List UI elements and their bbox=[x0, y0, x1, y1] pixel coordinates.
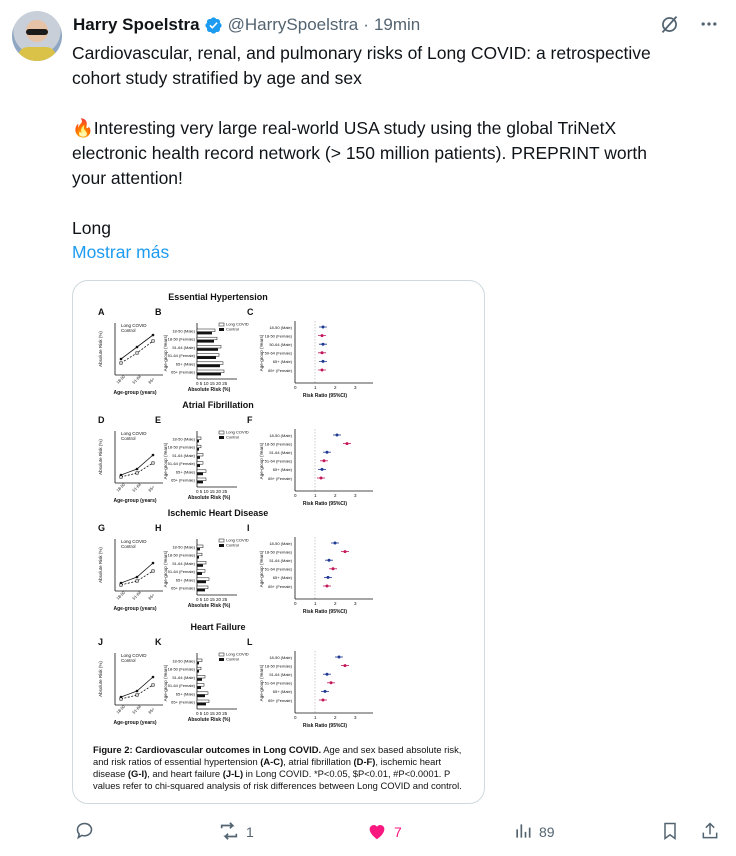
bar-control bbox=[197, 373, 221, 376]
bar-control bbox=[197, 365, 220, 368]
data-point bbox=[120, 584, 122, 586]
bar-long-covid bbox=[197, 445, 201, 448]
legend-label: Long COVID bbox=[226, 651, 249, 657]
category-label: 18-50 (Female) bbox=[167, 336, 195, 342]
category-label: 65+ (Male) bbox=[272, 467, 292, 473]
axis-title: Age-group (Years) bbox=[259, 442, 264, 480]
legend-label: Control bbox=[121, 328, 136, 333]
axis-title: Absolute Risk (%) bbox=[98, 439, 103, 475]
ratio-point bbox=[322, 360, 325, 363]
category-label: 18-50 (Male) bbox=[269, 432, 292, 438]
category-label: 65+ (Male) bbox=[175, 469, 195, 475]
data-point bbox=[120, 362, 122, 364]
bar-control bbox=[197, 440, 199, 443]
panel-label: L bbox=[247, 637, 253, 647]
data-point bbox=[120, 698, 122, 700]
section-title: Essential Hypertension bbox=[168, 292, 268, 302]
ratio-point bbox=[326, 451, 329, 454]
axis-title: Absolute Risk (%) bbox=[98, 661, 103, 697]
bar-control bbox=[197, 695, 205, 698]
caption-text: , ischemic heart disease bbox=[93, 756, 442, 779]
views-icon bbox=[513, 821, 533, 844]
bar-control bbox=[197, 456, 200, 459]
axis-title: Age-group (years) bbox=[113, 498, 157, 504]
ratio-point bbox=[328, 559, 331, 562]
avatar-sunglasses bbox=[26, 29, 48, 35]
bar-long-covid bbox=[197, 337, 217, 340]
bar-long-covid bbox=[197, 329, 215, 332]
legend-label: Control bbox=[121, 544, 136, 549]
ratio-point bbox=[324, 690, 327, 693]
legend-label: Long COVID bbox=[121, 323, 147, 328]
bar-long-covid bbox=[197, 684, 204, 687]
tick-label: 2 bbox=[334, 715, 337, 720]
tick-label: 65+ bbox=[147, 376, 156, 385]
bar-long-covid bbox=[197, 478, 206, 481]
caption-text: in Long COVID. *P<0.05, $P<0.01, #P<0.0001. P values refer to chi-squared analysis of risk differences between Long COVID and control. bbox=[93, 768, 462, 791]
category-label: 18-50 (Male) bbox=[172, 328, 195, 334]
category-label: 18-50 (Female) bbox=[167, 552, 195, 558]
verified-badge-icon bbox=[204, 16, 223, 35]
data-point bbox=[136, 468, 139, 471]
tick-label: 18-50 bbox=[115, 481, 126, 493]
category-label: 51-64 (Female) bbox=[264, 680, 292, 686]
tick-label: 0 5 10 15 20 25 bbox=[196, 381, 228, 386]
bar-control bbox=[197, 348, 218, 351]
caption-ref: (G-I) bbox=[127, 768, 148, 779]
tweet-media-image[interactable] bbox=[72, 280, 485, 804]
tick-label: 0 5 10 15 20 25 bbox=[196, 711, 228, 716]
bar-control bbox=[197, 564, 203, 567]
bar-control bbox=[197, 686, 201, 689]
bar-long-covid bbox=[197, 370, 224, 373]
axis-title: Risk Ratio (95%CI) bbox=[302, 393, 348, 399]
show-more-link[interactable]: Mostrar más bbox=[72, 242, 170, 262]
header-actions bbox=[658, 13, 720, 35]
tweet-line: Cardiovascular, renal, and pulmonary risks of Long COVID: a retrospective bbox=[72, 43, 651, 63]
category-label: 65+ (Female) bbox=[171, 585, 195, 591]
ratio-point bbox=[327, 576, 330, 579]
tick-label: 65+ bbox=[147, 592, 156, 601]
category-label: 65+ (Male) bbox=[175, 361, 195, 367]
legend-swatch bbox=[219, 328, 224, 331]
data-point bbox=[120, 476, 122, 478]
legend-swatch bbox=[219, 539, 224, 542]
category-label: 65+ (Female) bbox=[268, 583, 292, 589]
category-label: 51-64 (Female) bbox=[264, 566, 292, 572]
data-point bbox=[136, 690, 139, 693]
caption-text: Age and sex based absolute risk, and risk ratios of essential hypertension bbox=[93, 744, 462, 767]
legend-swatch bbox=[219, 436, 224, 439]
share-icon bbox=[700, 821, 720, 844]
data-point bbox=[136, 352, 138, 354]
tick-label: 0 bbox=[294, 601, 297, 606]
category-label: 18-50 (Male) bbox=[269, 540, 292, 546]
category-label: 65+ (Male) bbox=[272, 575, 292, 581]
category-label: 18-50 (Female) bbox=[167, 666, 195, 672]
bar-long-covid bbox=[197, 675, 205, 678]
category-label: 51-64 (Male) bbox=[172, 560, 195, 566]
category-label: 65+ (Male) bbox=[272, 359, 292, 365]
like-count: 7 bbox=[394, 824, 402, 840]
ratio-point bbox=[321, 468, 324, 471]
tick-label: 1 bbox=[314, 493, 317, 498]
axis-title: Age-group (years) bbox=[113, 390, 157, 396]
views-button[interactable] bbox=[513, 820, 555, 844]
panel-label: A bbox=[98, 307, 105, 317]
legend-label: Control bbox=[226, 656, 239, 662]
caption-text: , and heart failure bbox=[147, 768, 223, 779]
panel-label: C bbox=[247, 307, 254, 317]
bar-long-covid bbox=[197, 561, 206, 564]
tick-label: 51-64 bbox=[131, 589, 142, 601]
tick-label: 0 5 10 15 20 25 bbox=[196, 489, 228, 494]
tick-label: 0 bbox=[294, 385, 297, 390]
data-point bbox=[152, 454, 155, 457]
legend-label: Long COVID bbox=[226, 429, 249, 435]
views-count: 89 bbox=[539, 824, 555, 840]
ratio-point bbox=[332, 567, 335, 570]
bar-long-covid bbox=[197, 470, 206, 473]
tick-label: 0 bbox=[294, 715, 297, 720]
ratio-point bbox=[344, 550, 347, 553]
data-point bbox=[152, 462, 154, 464]
bar-long-covid bbox=[197, 692, 208, 695]
category-label: 51-64 (Female) bbox=[167, 461, 195, 467]
ratio-point bbox=[322, 699, 325, 702]
ratio-point bbox=[326, 673, 329, 676]
legend-label: Control bbox=[226, 542, 239, 548]
axis-title: Age-group (Years) bbox=[259, 550, 264, 588]
bar-control bbox=[197, 340, 214, 343]
tick-label: 18-50 bbox=[115, 589, 126, 601]
category-label: 65+ (Female) bbox=[268, 367, 292, 373]
axis-title: Age-group (Years) bbox=[163, 664, 168, 702]
category-label: 51-64 (Male) bbox=[172, 674, 195, 680]
timestamp[interactable]: 19min bbox=[373, 15, 421, 34]
tick-label: 65+ bbox=[147, 484, 156, 493]
data-point bbox=[152, 684, 154, 686]
bar-long-covid bbox=[197, 462, 203, 465]
bar-long-covid bbox=[197, 545, 203, 548]
bar-control bbox=[197, 572, 202, 575]
ratio-point bbox=[322, 326, 325, 329]
tick-label: 18-50 bbox=[115, 703, 126, 715]
heart-icon bbox=[366, 820, 388, 845]
data-point bbox=[136, 346, 139, 349]
bar-long-covid bbox=[197, 354, 219, 357]
category-label: 18-50 (Female) bbox=[264, 441, 292, 447]
bar-long-covid bbox=[197, 570, 205, 573]
data-point bbox=[136, 472, 138, 474]
ratio-point bbox=[322, 343, 325, 346]
axis-title: Age-group (Years) bbox=[163, 442, 168, 480]
tick-label: 1 bbox=[314, 385, 317, 390]
bar-control bbox=[197, 556, 199, 559]
category-label: 65+ (Female) bbox=[268, 697, 292, 703]
axis-title: Absolute Risk (%) bbox=[187, 387, 231, 393]
section-title: Heart Failure bbox=[190, 622, 246, 632]
separator-dot: · bbox=[363, 15, 369, 34]
category-label: 51-64 (Male) bbox=[269, 672, 292, 677]
ratio-point bbox=[321, 369, 324, 372]
axis-title: Absolute Risk (%) bbox=[98, 331, 103, 367]
bookmark-button[interactable] bbox=[660, 820, 680, 844]
tweet-text bbox=[72, 41, 712, 241]
category-label: 18-50 (Female) bbox=[264, 663, 292, 669]
legend-swatch bbox=[219, 544, 224, 547]
tick-label: 1 bbox=[314, 715, 317, 720]
bar-control bbox=[197, 448, 199, 451]
tweet-line: electronic health record network (> 150 million patients). PREPRINT worth bbox=[72, 143, 647, 163]
section-title: Atrial Fibrillation bbox=[182, 400, 254, 410]
bar-control bbox=[197, 678, 202, 681]
legend-label: Long COVID bbox=[121, 431, 147, 436]
category-label: 65+ (Male) bbox=[272, 689, 292, 695]
legend-swatch bbox=[219, 658, 224, 661]
tweet-line bbox=[72, 116, 712, 141]
tick-label: 18-50 bbox=[115, 373, 126, 385]
section-title: Ischemic Heart Disease bbox=[167, 508, 269, 518]
axis-title: Age-group (Years) bbox=[259, 664, 264, 702]
tick-label: 2 bbox=[334, 385, 337, 390]
bookmark-icon bbox=[660, 821, 680, 844]
ratio-point bbox=[338, 656, 341, 659]
legend-label: Long COVID bbox=[226, 321, 249, 327]
bar-control bbox=[197, 670, 199, 673]
panel-label: J bbox=[98, 637, 104, 647]
category-label: 65+ (Female) bbox=[171, 699, 195, 705]
axis-title: Absolute Risk (%) bbox=[187, 603, 231, 609]
legend-label: Control bbox=[121, 436, 136, 441]
axis-title: Absolute Risk (%) bbox=[98, 547, 103, 583]
bar-long-covid bbox=[197, 667, 201, 670]
action-bar bbox=[72, 820, 720, 844]
tick-label: 0 5 10 15 20 25 bbox=[196, 597, 228, 602]
bar-long-covid bbox=[197, 345, 221, 348]
tick-label: 51-64 bbox=[131, 373, 142, 385]
axis-title: Age-group (Years) bbox=[163, 550, 168, 588]
bar-long-covid bbox=[197, 362, 223, 365]
tweet-header bbox=[73, 14, 720, 36]
category-label: 18-50 (Male) bbox=[269, 654, 292, 660]
reply-icon bbox=[74, 820, 95, 844]
category-label: 65+ (Female) bbox=[268, 475, 292, 481]
bar-control bbox=[197, 356, 216, 359]
bar-long-covid bbox=[197, 659, 202, 662]
category-label: 50-64 (Male) bbox=[269, 342, 292, 347]
tick-label: 3 bbox=[354, 715, 357, 720]
caption-ref: (J-L) bbox=[222, 768, 244, 779]
bar-control bbox=[197, 589, 205, 592]
ratio-point bbox=[330, 681, 333, 684]
category-label: 51-64 (Female) bbox=[167, 353, 195, 359]
ratio-point bbox=[334, 542, 337, 545]
tick-label: 3 bbox=[354, 385, 357, 390]
bar-control bbox=[197, 662, 199, 665]
category-label: 51-64 (Male) bbox=[269, 558, 292, 563]
tweet-line: cohort study stratified by age and sex bbox=[72, 68, 362, 88]
bar-control bbox=[197, 464, 200, 467]
caption-title: Figure 2: Cardiovascular outcomes in Long COVID. bbox=[93, 744, 322, 755]
tick-label: 51-64 bbox=[131, 481, 142, 493]
tweet-line-text: Interesting very large real-world USA study using the global TriNetX bbox=[93, 118, 617, 138]
axis-title: Age-group (years) bbox=[113, 606, 157, 612]
tweet-line: your attention! bbox=[72, 168, 183, 188]
category-label: 51-64 (Male) bbox=[172, 344, 195, 350]
figure-caption bbox=[93, 744, 471, 792]
panel-label: F bbox=[247, 415, 253, 425]
category-label: 18-50 (Male) bbox=[269, 324, 292, 330]
bar-control bbox=[197, 481, 203, 484]
retweet-count: 1 bbox=[246, 824, 254, 840]
data-point bbox=[136, 694, 138, 696]
bar-control bbox=[197, 548, 200, 551]
category-label: 51-64 (Male) bbox=[269, 450, 292, 455]
category-label: 51-64 (Female) bbox=[167, 683, 195, 689]
category-label: 65+ (Male) bbox=[175, 577, 195, 583]
legend-label: Long COVID bbox=[226, 537, 249, 543]
category-label: 18-50 (Male) bbox=[172, 436, 195, 442]
tick-label: 3 bbox=[354, 601, 357, 606]
tick-label: 2 bbox=[334, 601, 337, 606]
bar-long-covid bbox=[197, 578, 209, 581]
axis-title: Risk Ratio (95%CI) bbox=[302, 723, 348, 729]
category-label: 50-64 (Female) bbox=[264, 350, 292, 356]
retweet-button[interactable] bbox=[218, 820, 254, 844]
data-point bbox=[152, 334, 155, 337]
data-point bbox=[152, 570, 154, 572]
data-point bbox=[152, 340, 154, 342]
category-label: 65+ (Male) bbox=[175, 691, 195, 697]
ratio-point bbox=[323, 459, 326, 462]
reply-button[interactable] bbox=[74, 820, 101, 844]
fire-emoji-icon: 🔥 bbox=[72, 118, 94, 138]
bar-control bbox=[197, 581, 206, 584]
tick-label: 2 bbox=[334, 493, 337, 498]
ratio-point bbox=[321, 351, 324, 354]
share-button[interactable] bbox=[700, 820, 720, 844]
tweet-line: Long bbox=[72, 218, 111, 238]
data-point bbox=[152, 676, 155, 679]
category-label: 65+ (Female) bbox=[171, 477, 195, 483]
legend-swatch bbox=[219, 323, 224, 326]
axis-title: Absolute Risk (%) bbox=[187, 495, 231, 501]
legend-swatch bbox=[219, 653, 224, 656]
panel-label: G bbox=[98, 523, 106, 533]
panel-label: B bbox=[155, 307, 162, 317]
panel-label: I bbox=[247, 523, 250, 533]
author-name[interactable]: Harry Spoelstra bbox=[73, 15, 200, 34]
data-point bbox=[136, 576, 139, 579]
panel-label: K bbox=[155, 637, 162, 647]
caption-text: , atrial fibrillation bbox=[283, 756, 354, 767]
bar-control bbox=[197, 332, 212, 335]
panel-label: D bbox=[98, 415, 105, 425]
legend-label: Control bbox=[226, 326, 239, 332]
tick-label: 1 bbox=[314, 601, 317, 606]
retweet-icon bbox=[218, 820, 240, 845]
ratio-point bbox=[344, 664, 347, 667]
ratio-point bbox=[321, 334, 324, 337]
legend-swatch bbox=[219, 431, 224, 434]
legend-label: Long COVID bbox=[121, 539, 147, 544]
bar-control bbox=[197, 703, 206, 706]
ratio-point bbox=[326, 585, 329, 588]
bar-long-covid bbox=[197, 700, 209, 703]
category-label: 51-64 (Female) bbox=[167, 569, 195, 575]
category-label: 51-64 (Female) bbox=[264, 458, 292, 464]
like-button[interactable] bbox=[366, 820, 402, 844]
tick-label: 0 bbox=[294, 493, 297, 498]
axis-title: Risk Ratio (95%CI) bbox=[302, 501, 348, 507]
axis-title: Age-group (years) bbox=[113, 720, 157, 726]
axis-title: Absolute Risk (%) bbox=[187, 717, 231, 723]
axis-title: Risk Ratio (95%CI) bbox=[302, 609, 348, 615]
bar-control bbox=[197, 473, 203, 476]
category-label: 18-50 (Male) bbox=[172, 658, 195, 664]
tick-label: 51-64 bbox=[131, 703, 142, 715]
category-label: 18-50 (Female) bbox=[167, 444, 195, 450]
bar-long-covid bbox=[197, 553, 202, 556]
caption-ref: (A-C) bbox=[260, 756, 284, 767]
bar-long-covid bbox=[197, 437, 201, 440]
data-point bbox=[136, 580, 138, 582]
ratio-point bbox=[320, 477, 323, 480]
category-label: 18-50 (Female) bbox=[264, 549, 292, 555]
axis-title: Age-group (Years) bbox=[163, 334, 168, 372]
grok-icon[interactable] bbox=[658, 13, 680, 35]
bar-long-covid bbox=[197, 453, 203, 456]
tick-label: 3 bbox=[354, 493, 357, 498]
legend-label: Control bbox=[226, 434, 239, 440]
author-handle[interactable]: @HarrySpoelstra bbox=[227, 15, 359, 34]
caption-ref: (D-F) bbox=[353, 756, 376, 767]
data-point bbox=[152, 562, 155, 565]
legend-label: Control bbox=[121, 658, 136, 663]
data-point bbox=[120, 358, 123, 361]
figure-graphic bbox=[73, 281, 485, 804]
avatar-shirt bbox=[18, 47, 56, 61]
category-label: 65+ (Female) bbox=[171, 369, 195, 375]
panel-label: E bbox=[155, 415, 162, 425]
category-label: 18-50 (Female) bbox=[264, 333, 292, 339]
ratio-point bbox=[336, 434, 339, 437]
legend-label: Long COVID bbox=[121, 653, 147, 658]
more-options-icon[interactable] bbox=[698, 13, 720, 35]
panel-label: H bbox=[155, 523, 162, 533]
tick-label: 65+ bbox=[147, 706, 156, 715]
axis-title: Age-group (Years) bbox=[259, 334, 264, 372]
ratio-point bbox=[346, 442, 349, 445]
bar-long-covid bbox=[197, 586, 208, 589]
avatar[interactable] bbox=[12, 11, 62, 61]
category-label: 51-64 (Male) bbox=[172, 452, 195, 458]
category-label: 18-50 (Male) bbox=[172, 544, 195, 550]
